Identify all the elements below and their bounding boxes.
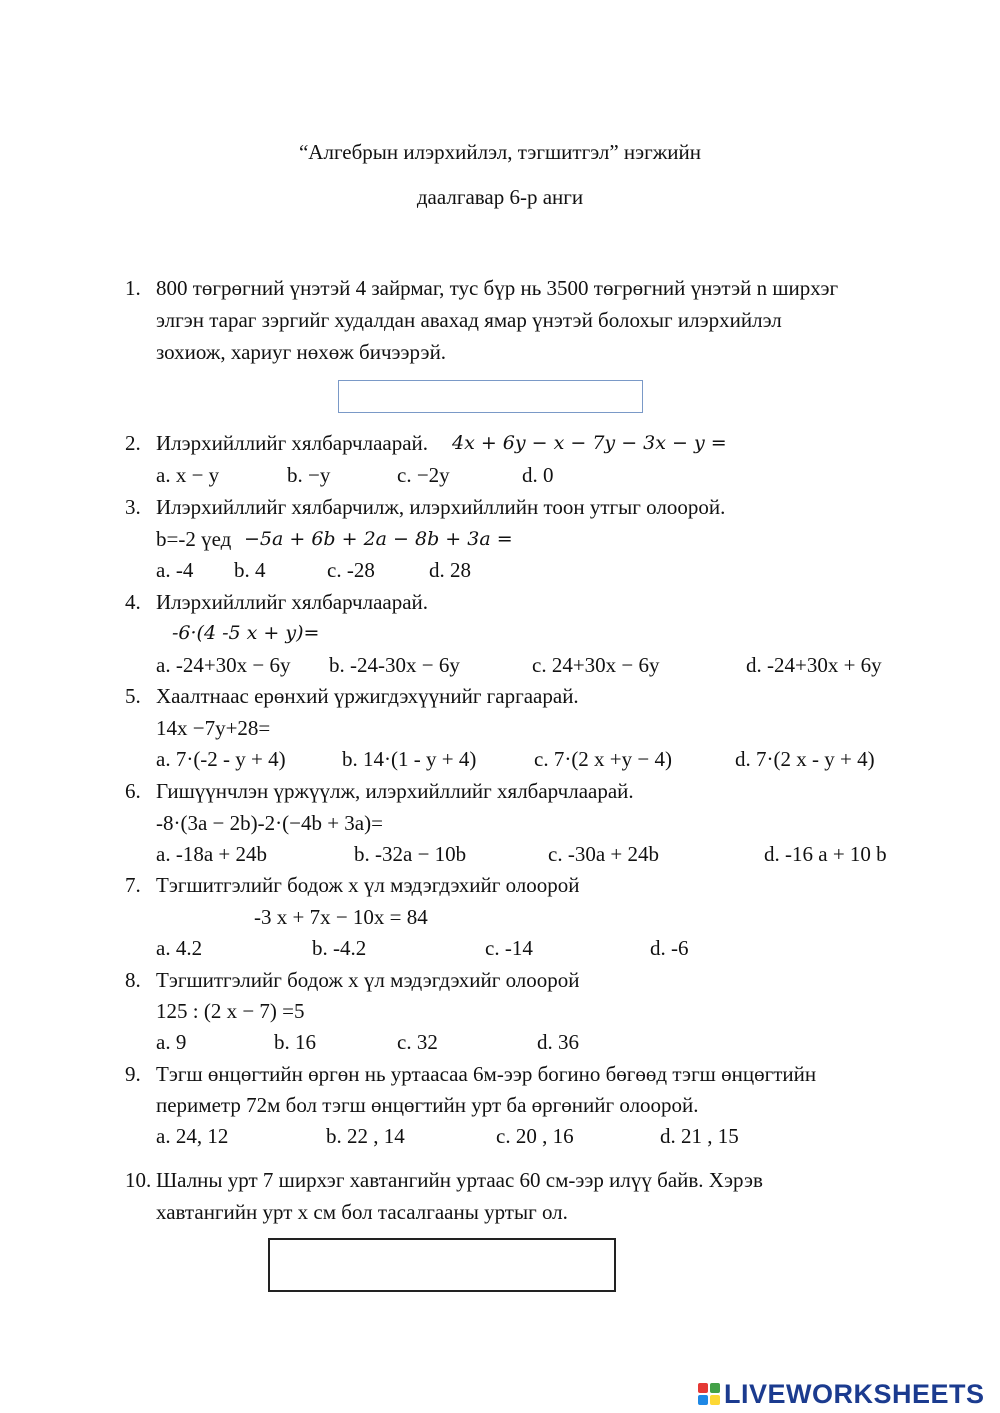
- question-text: Илэрхийллийг хялбарчлаарай.: [156, 590, 429, 614]
- question-text: периметр 72м бол тэгш өнцөгтийн урт ба өргөнийг олоорой.: [156, 1093, 699, 1117]
- option-a[interactable]: a. 7·(-2 - y + 4): [156, 747, 286, 771]
- worksheet-subtitle: даалгавар 6-р анги: [416, 185, 584, 209]
- liveworksheets-logo: [698, 1378, 985, 1410]
- option-c[interactable]: c. -14: [485, 936, 533, 960]
- option-c[interactable]: c. 20 , 16: [496, 1124, 574, 1148]
- question-number: 9.: [125, 1062, 141, 1086]
- option-d[interactable]: d. 0: [522, 463, 554, 487]
- question-number: 10.: [125, 1168, 152, 1192]
- option-a[interactable]: a. -4: [156, 558, 194, 582]
- brand-name: LIVEWORKSHEETS: [724, 1378, 985, 1409]
- logo-square: [698, 1383, 708, 1393]
- option-d[interactable]: d. -16 a + 10 b: [764, 842, 887, 866]
- question-number: 4.: [125, 590, 141, 614]
- question-text: Тэгшитгэлийг бодож x үл мэдэгдэхийг олоорой: [156, 968, 580, 992]
- logo-icon: [698, 1383, 720, 1405]
- option-b[interactable]: b. 22 , 14: [326, 1124, 405, 1148]
- question-expression: 4x + 6y − x − 7y − 3x − y =: [452, 432, 727, 454]
- option-a[interactable]: a. x − y: [156, 463, 220, 487]
- option-a[interactable]: a. -18a + 24b: [156, 842, 267, 866]
- option-d[interactable]: d. 36: [537, 1030, 579, 1054]
- option-c[interactable]: c. −2y: [397, 463, 450, 487]
- option-b[interactable]: b. 4: [234, 558, 266, 582]
- question-expression: 125 : (2 x − 7) =5: [156, 999, 305, 1023]
- question-text: Илэрхийллийг хялбарчлаарай.: [156, 431, 429, 455]
- question-text: хавтангийн урт x см бол тасалгааны уртыг ол.: [156, 1200, 568, 1224]
- option-d[interactable]: d. 28: [429, 558, 471, 582]
- option-b[interactable]: b. -4.2: [312, 936, 367, 960]
- question-text: Тэгшитгэлийг бодож x үл мэдэгдэхийг олоорой: [156, 873, 580, 897]
- logo-square: [710, 1395, 720, 1405]
- question-text: Гишүүнчлэн үржүүлж, илэрхийллийг хялбарчлаарай.: [156, 779, 634, 803]
- option-a[interactable]: a. 9: [156, 1030, 187, 1054]
- question-text: Шалны урт 7 ширхэг хавтангийн уртаас 60 см-ээр илүү байв. Хэрэв: [156, 1168, 763, 1192]
- option-c[interactable]: c. 7·(2 x +y − 4): [534, 747, 672, 771]
- question-expression: -8·(3a − 2b)-2·(−4b + 3a)=: [156, 811, 383, 835]
- option-c[interactable]: c. 24+30x − 6y: [532, 653, 660, 677]
- question-expression: 14x −7y+28=: [156, 716, 271, 740]
- question-text: Хаалтнаас ерөнхий үржигдэхүүнийг гаргаарай.: [156, 684, 579, 708]
- question-expression: −5a + 6b + 2a − 8b + 3a =: [244, 528, 513, 550]
- question-expression: -3 x + 7x − 10x = 84: [254, 905, 428, 929]
- question-number: 3.: [125, 495, 141, 519]
- option-d[interactable]: d. 7·(2 x - y + 4): [735, 747, 875, 771]
- question-text: Тэгш өнцөгтийн өргөн нь уртаасаа 6м-ээр богино бөгөөд тэгш өнцөгтийн: [156, 1062, 817, 1086]
- question-number: 1.: [125, 276, 141, 300]
- option-c[interactable]: c. -30a + 24b: [548, 842, 659, 866]
- option-c[interactable]: c. -28: [327, 558, 375, 582]
- answer-input-1[interactable]: [338, 380, 643, 413]
- option-b[interactable]: b. 16: [274, 1030, 316, 1054]
- question-number: 2.: [125, 431, 141, 455]
- logo-square: [710, 1383, 720, 1393]
- question-number: 5.: [125, 684, 141, 708]
- option-d[interactable]: d. -6: [650, 936, 689, 960]
- question-expression: -6·(4 -5 x + y)=: [172, 622, 320, 644]
- question-number: 7.: [125, 873, 141, 897]
- option-b[interactable]: b. 14·(1 - y + 4): [342, 747, 477, 771]
- worksheet-title: “Алгебрын илэрхийлэл, тэгшитгэл” нэгжийн: [298, 140, 701, 164]
- option-b[interactable]: b. -32a − 10b: [354, 842, 467, 866]
- question-condition: b=-2 үед: [156, 527, 232, 551]
- question-number: 6.: [125, 779, 141, 803]
- answer-input-10[interactable]: [268, 1238, 616, 1292]
- option-a[interactable]: a. 4.2: [156, 936, 203, 960]
- question-text: элгэн тараг зэргийг худалдан авахад ямар үнэтэй болохыг илэрхийлэл: [156, 308, 782, 332]
- question-text: Илэрхийллийг хялбарчилж, илэрхийллийн тоон утгыг олоорой.: [156, 495, 726, 519]
- question-number: 8.: [125, 968, 141, 992]
- option-a[interactable]: a. -24+30x − 6y: [156, 653, 291, 677]
- option-d[interactable]: d. 21 , 15: [660, 1124, 739, 1148]
- question-text: 800 төгрөгний үнэтэй 4 зайрмаг, тус бүр нь 3500 төгрөгний үнэтэй n ширхэг: [156, 276, 839, 300]
- option-a[interactable]: a. 24, 12: [156, 1124, 229, 1148]
- option-b[interactable]: b. -24-30x − 6y: [329, 653, 460, 677]
- logo-square: [698, 1395, 708, 1405]
- option-b[interactable]: b. −y: [287, 463, 331, 487]
- question-text: зохиож, хариуг нөхөж бичээрэй.: [156, 340, 447, 364]
- option-c[interactable]: c. 32: [397, 1030, 438, 1054]
- option-d[interactable]: d. -24+30x + 6y: [746, 653, 882, 677]
